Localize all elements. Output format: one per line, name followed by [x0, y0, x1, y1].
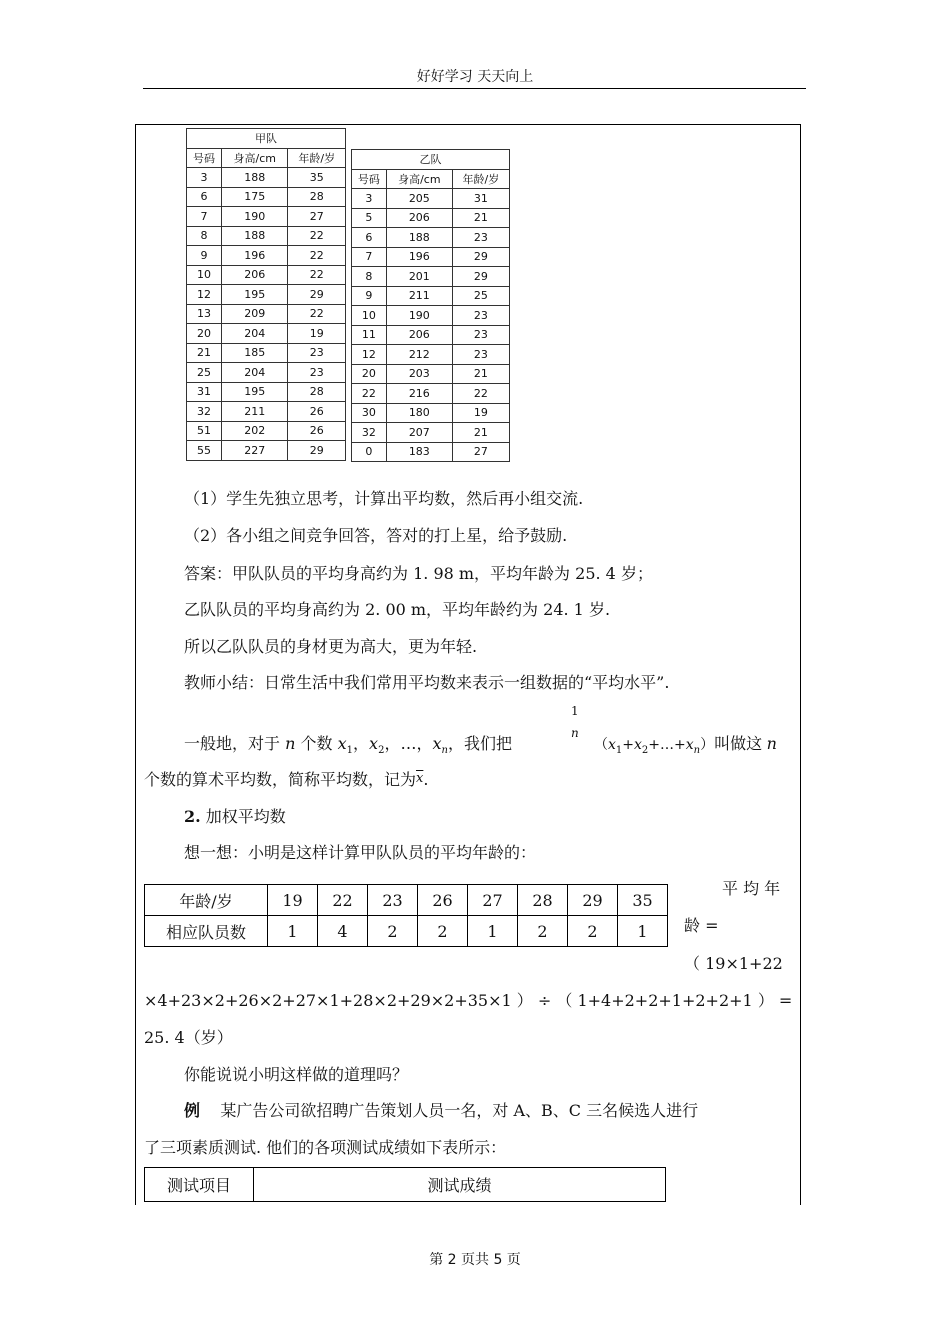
- team-a-cell: 27: [288, 207, 346, 227]
- answer-line-1: 答案：甲队队员的平均身高约为 1. 98 m，平均年龄为 25. 4 岁；: [184, 564, 653, 583]
- section-2-title: 加权平均数: [205, 807, 286, 826]
- team-b-cell: 29: [452, 247, 509, 267]
- team-a-cell: 23: [288, 363, 346, 383]
- definition-line: 一般地，对于 n 个数 $x_1$，$x_2$，…，$x_n$，我们把: [184, 734, 512, 757]
- calc-line-e: 25. 4（岁）: [144, 1028, 233, 1047]
- team-b-cell: 188: [386, 228, 452, 248]
- def-text: 叫做这: [714, 734, 763, 753]
- def-n: n: [766, 734, 777, 753]
- team-b-cell: 190: [386, 306, 452, 326]
- team-b-table: [351, 149, 510, 462]
- section-2-heading: [184, 804, 286, 827]
- count-cell: 1: [468, 916, 518, 947]
- team-b-cell: 20: [352, 364, 387, 384]
- team-b-cell: 212: [386, 345, 452, 365]
- team-b-cell: 31: [452, 189, 509, 209]
- team-a-row: [187, 187, 346, 207]
- team-b-cell: 196: [386, 247, 452, 267]
- team-b-cell: 206: [386, 208, 452, 228]
- team-a-cell: 19: [288, 324, 346, 344]
- team-a-cell: 190: [222, 207, 288, 227]
- team-b-cell: 21: [452, 208, 509, 228]
- age-count-table: [144, 884, 668, 947]
- header-rule: [143, 88, 806, 89]
- team-b-cell: 203: [386, 364, 452, 384]
- team-a-cell: 188: [222, 168, 288, 188]
- calc-line-b: 龄 =: [684, 916, 719, 935]
- count-cell: 1: [618, 916, 668, 947]
- team-b-cell: 19: [452, 403, 509, 423]
- team-a-cell: 13: [187, 304, 222, 324]
- example-line-2: 了三项素质测试. 他们的各项测试成绩如下表所示：: [144, 1138, 507, 1157]
- example-text: 某广告公司欲招聘广告策划人员一名，对 A、B、C 三名候选人进行: [220, 1101, 699, 1120]
- page-header: 好好学习 天天向上: [416, 69, 534, 85]
- team-a-cell: 35: [288, 168, 346, 188]
- team-a-cell: 211: [222, 402, 288, 422]
- team-a-header: 年龄/岁: [288, 148, 346, 168]
- def-text: ，我们把: [447, 734, 512, 753]
- team-b-cell: 23: [452, 345, 509, 365]
- age-cell: 28: [518, 885, 568, 916]
- team-a-cell: 21: [187, 343, 222, 363]
- score-table: [144, 1167, 666, 1202]
- team-a-cell: 51: [187, 421, 222, 441]
- team-b-cell: 25: [452, 286, 509, 306]
- score-col-1: 测试项目: [145, 1168, 254, 1202]
- step-2: （2）各小组之间竞争回答，答对的打上星，给予鼓励.: [184, 526, 568, 545]
- calc-line-a: 平 均 年: [722, 879, 781, 898]
- team-a-row: [187, 402, 346, 422]
- team-a-cell: 26: [288, 421, 346, 441]
- age-cell: 35: [618, 885, 668, 916]
- team-b-row: [352, 189, 510, 209]
- team-b-row: [352, 267, 510, 287]
- team-b-row: [352, 208, 510, 228]
- team-b-row: [352, 384, 510, 404]
- team-b-cell: 23: [452, 228, 509, 248]
- team-a-cell: 195: [222, 382, 288, 402]
- team-b-cell: 6: [352, 228, 387, 248]
- age-cell: 29: [568, 885, 618, 916]
- calc-line-c: （ 19×1+22: [684, 954, 783, 973]
- team-a-cell: 206: [222, 265, 288, 285]
- team-a-cell: 22: [288, 304, 346, 324]
- team-b-cell: 21: [452, 423, 509, 443]
- team-b-cell: 183: [386, 442, 452, 462]
- page-footer: 第 2 页共 5 页: [429, 1252, 521, 1268]
- team-b-cell: 9: [352, 286, 387, 306]
- def-text: 一般地，对于: [184, 734, 281, 753]
- team-a-row: [187, 207, 346, 227]
- team-a-row: [187, 343, 346, 363]
- example-label: 例: [184, 1101, 201, 1120]
- team-a-cell: 196: [222, 246, 288, 266]
- team-a-header: 号码: [187, 148, 222, 168]
- fraction: [571, 704, 579, 740]
- team-b-row: [352, 228, 510, 248]
- team-b-header: 号码: [352, 169, 387, 189]
- step-1: （1）学生先独立思考，计算出平均数，然后再小组交流.: [184, 489, 584, 508]
- think-prompt: 想一想：小明是这样计算甲队队员的平均年龄的：: [184, 843, 537, 862]
- team-b-cell: 180: [386, 403, 452, 423]
- team-a-row: [187, 285, 346, 305]
- team-b-cell: 22: [452, 384, 509, 404]
- team-b-cell: 8: [352, 267, 387, 287]
- team-a-row: [187, 382, 346, 402]
- team-a-cell: 204: [222, 363, 288, 383]
- team-a-cell: 22: [288, 226, 346, 246]
- team-a-table: [186, 128, 346, 461]
- team-a-row: [187, 441, 346, 461]
- team-b-cell: 205: [386, 189, 452, 209]
- team-a-cell: 204: [222, 324, 288, 344]
- section-2-number: 2.: [184, 807, 201, 826]
- count-cell: 2: [568, 916, 618, 947]
- team-b-cell: 207: [386, 423, 452, 443]
- team-a-cell: 32: [187, 402, 222, 422]
- xbar-symbol: $\overline{x}$: [416, 771, 424, 786]
- team-a-cell: 55: [187, 441, 222, 461]
- definition-line-2: 个数的算术平均数，简称平均数，记为$\overline{x}$.: [144, 770, 429, 789]
- team-b-cell: 5: [352, 208, 387, 228]
- team-a-row: [187, 324, 346, 344]
- team-b-cell: 0: [352, 442, 387, 462]
- team-a-cell: 185: [222, 343, 288, 363]
- question: 你能说说小明这样做的道理吗？: [184, 1065, 409, 1084]
- fraction-numerator: 1: [571, 704, 579, 718]
- team-b-row: [352, 442, 510, 462]
- team-b-cell: 21: [452, 364, 509, 384]
- team-b-cell: 201: [386, 267, 452, 287]
- team-a-cell: 31: [187, 382, 222, 402]
- team-a-cell: 26: [288, 402, 346, 422]
- team-a-row: [187, 168, 346, 188]
- team-b-header: 年龄/岁: [452, 169, 509, 189]
- team-a-title: 甲队: [187, 129, 346, 149]
- team-a-cell: 28: [288, 187, 346, 207]
- team-a-cell: 202: [222, 421, 288, 441]
- answer-line-2: 乙队队员的平均身高约为 2. 00 m，平均年龄约为 24. 1 岁.: [184, 600, 611, 619]
- age-cell: 26: [418, 885, 468, 916]
- team-a-cell: 195: [222, 285, 288, 305]
- count-cell: 1: [268, 916, 318, 947]
- team-a-row: [187, 246, 346, 266]
- team-b-cell: 22: [352, 384, 387, 404]
- age-cell: 19: [268, 885, 318, 916]
- team-b-row: [352, 286, 510, 306]
- fraction-denominator: n: [571, 726, 579, 740]
- team-b-cell: 23: [452, 325, 509, 345]
- age-cell: 27: [468, 885, 518, 916]
- team-a-cell: 209: [222, 304, 288, 324]
- count-cell: 2: [368, 916, 418, 947]
- team-a-row: [187, 363, 346, 383]
- example-line-1: [184, 1098, 698, 1121]
- count-cell: 4: [318, 916, 368, 947]
- team-a-cell: 28: [288, 382, 346, 402]
- team-a-cell: 12: [187, 285, 222, 305]
- age-row-label: 年龄/岁: [145, 885, 268, 916]
- team-a-cell: 8: [187, 226, 222, 246]
- team-b-cell: 23: [452, 306, 509, 326]
- count-row-label: 相应队员数: [145, 916, 268, 947]
- team-b-cell: 12: [352, 345, 387, 365]
- team-a-cell: 188: [222, 226, 288, 246]
- team-a-cell: 227: [222, 441, 288, 461]
- team-b-title: 乙队: [352, 150, 510, 170]
- sum-expression: $(x_1+x_2+\dots+x_n)$叫做这 n: [594, 734, 777, 756]
- team-b-cell: 11: [352, 325, 387, 345]
- team-b-cell: 211: [386, 286, 452, 306]
- team-a-header: 身高/cm: [222, 148, 288, 168]
- team-a-cell: 22: [288, 246, 346, 266]
- team-b-cell: 10: [352, 306, 387, 326]
- team-b-row: [352, 306, 510, 326]
- team-b-row: [352, 345, 510, 365]
- teacher-summary: 教师小结：日常生活中我们常用平均数来表示一组数据的“平均水平”.: [184, 673, 670, 692]
- team-b-cell: 206: [386, 325, 452, 345]
- age-cell: 22: [318, 885, 368, 916]
- team-a-cell: 9: [187, 246, 222, 266]
- answer-line-3: 所以乙队队员的身材更为高大，更为年轻.: [184, 637, 478, 656]
- team-a-cell: 29: [288, 285, 346, 305]
- team-b-row: [352, 364, 510, 384]
- team-b-cell: 7: [352, 247, 387, 267]
- team-b-cell: 27: [452, 442, 509, 462]
- team-b-cell: 32: [352, 423, 387, 443]
- team-b-cell: 3: [352, 189, 387, 209]
- count-cell: 2: [418, 916, 468, 947]
- score-col-2: 测试成绩: [254, 1168, 666, 1202]
- def-text: 个数的算术平均数，简称平均数，记为: [144, 770, 417, 789]
- team-a-cell: 10: [187, 265, 222, 285]
- team-b-row: [352, 403, 510, 423]
- team-b-cell: 30: [352, 403, 387, 423]
- team-a-row: [187, 421, 346, 441]
- team-a-cell: 20: [187, 324, 222, 344]
- team-a-cell: 3: [187, 168, 222, 188]
- def-text: 个数: [300, 734, 333, 753]
- team-a-cell: 22: [288, 265, 346, 285]
- team-a-row: [187, 265, 346, 285]
- team-a-row: [187, 304, 346, 324]
- team-a-cell: 7: [187, 207, 222, 227]
- team-b-header: 身高/cm: [386, 169, 452, 189]
- team-b-row: [352, 325, 510, 345]
- count-cell: 2: [518, 916, 568, 947]
- team-a-cell: 23: [288, 343, 346, 363]
- team-a-cell: 175: [222, 187, 288, 207]
- team-a-cell: 29: [288, 441, 346, 461]
- team-b-row: [352, 423, 510, 443]
- team-b-cell: 216: [386, 384, 452, 404]
- team-a-row: [187, 226, 346, 246]
- team-a-cell: 25: [187, 363, 222, 383]
- team-b-cell: 29: [452, 267, 509, 287]
- age-cell: 23: [368, 885, 418, 916]
- team-a-cell: 6: [187, 187, 222, 207]
- team-b-row: [352, 247, 510, 267]
- def-n: n: [285, 734, 296, 753]
- calc-line-d: ×4+23×2+26×2+27×1+28×2+29×2+35×1 ） ÷ （ 1+4+2+2+1+2+2+1 ） =: [144, 991, 793, 1010]
